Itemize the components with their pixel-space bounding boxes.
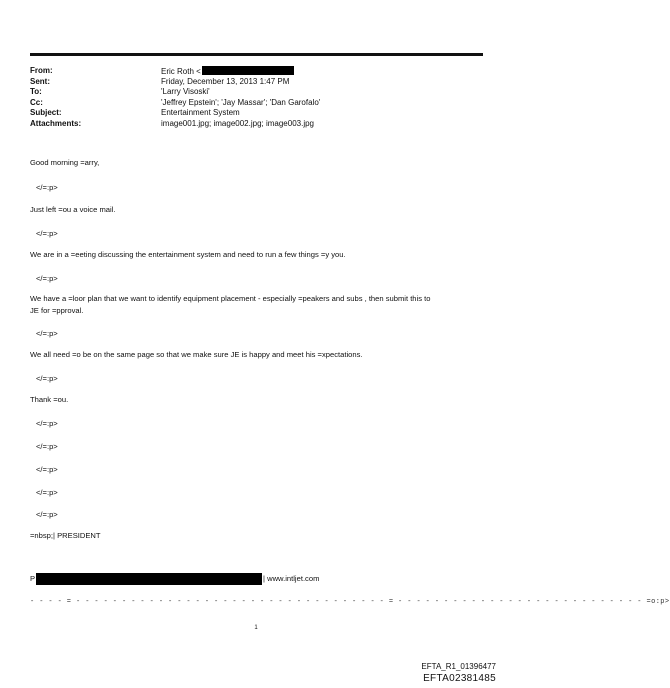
paragraph-marker: </=:p> [36, 465, 58, 474]
header-row-attachments [30, 119, 490, 130]
paragraph-marker: </=:p> [36, 488, 58, 497]
paragraph-marker: </=:p> [36, 329, 58, 338]
dashed-separator: - - - - = - - - - - - - - - - - - - - - - - - - - - - - - - - - - - - - - - - = - - - - - - - - - - - - - - - - - - - - - - - - - - - =o:p> [30, 598, 670, 606]
header-row-from [30, 66, 490, 77]
from-name: Eric Roth < [161, 67, 201, 76]
to-value: 'Larry Visoski' [161, 87, 210, 97]
body-line-approval: JE for =pproval. [30, 306, 84, 315]
subject-label: Subject: [30, 108, 62, 118]
attachments-label: Attachments: [30, 118, 82, 128]
paragraph-marker: </=:p> [36, 510, 58, 519]
paragraph-marker: </=:p> [36, 274, 58, 283]
paragraph-marker: </=:p> [36, 183, 58, 192]
signature-title-line: =nbsp;| PRESIDENT [30, 531, 101, 540]
body-line-meeting: We are in a =eeting discussing the entertainment system and need to run a few things =y you. [30, 250, 346, 259]
from-label: From: [30, 66, 53, 75]
header-top-rule [30, 53, 483, 56]
to-label: To: [30, 87, 42, 97]
header-row-cc [30, 98, 490, 109]
header-row-subject [30, 108, 490, 119]
body-line-expectations: We all need =o be on the same page so that we make sure JE is happy and meet his =xpectations. [30, 350, 363, 359]
sent-value: Friday, December 13, 2013 1:47 PM [161, 76, 290, 86]
attachments-value: image001.jpg; image002.jpg; image003.jpg [161, 118, 314, 128]
paragraph-marker: </=:p> [36, 229, 58, 238]
email-header [30, 66, 490, 130]
header-row-to [30, 87, 490, 98]
cc-label: Cc: [30, 97, 43, 107]
redaction-box-signature [36, 573, 262, 585]
thanks-line: Thank =ou. [30, 395, 69, 404]
paragraph-marker: </=:p> [36, 419, 58, 428]
paragraph-marker: </=:p> [36, 442, 58, 451]
page-number: 1 [254, 625, 258, 631]
cc-value: 'Jeffrey Epstein'; 'Jay Massar'; 'Dan Garofalo' [161, 97, 321, 107]
body-line-voicemail: Just left =ou a voice mail. [30, 205, 116, 214]
signature-website: | www.intljet.com [263, 574, 320, 583]
bates-number-secondary: EFTA02381485 [423, 673, 496, 684]
from-value [161, 66, 490, 77]
sent-label: Sent: [30, 76, 50, 86]
paragraph-marker: </=:p> [36, 374, 58, 383]
signature-prefix: P [30, 574, 36, 583]
signature-block [30, 573, 490, 585]
greeting-line: Good morning =arry, [30, 158, 100, 167]
redaction-box-email [202, 66, 294, 75]
subject-value: Entertainment System [161, 108, 240, 118]
header-row-sent [30, 77, 490, 88]
bates-number-primary: EFTA_R1_01396477 [421, 662, 496, 671]
body-line-floor-plan: We have a =loor plan that we want to identify equipment placement - especially =peakers and subs , then submit this to [30, 294, 431, 303]
